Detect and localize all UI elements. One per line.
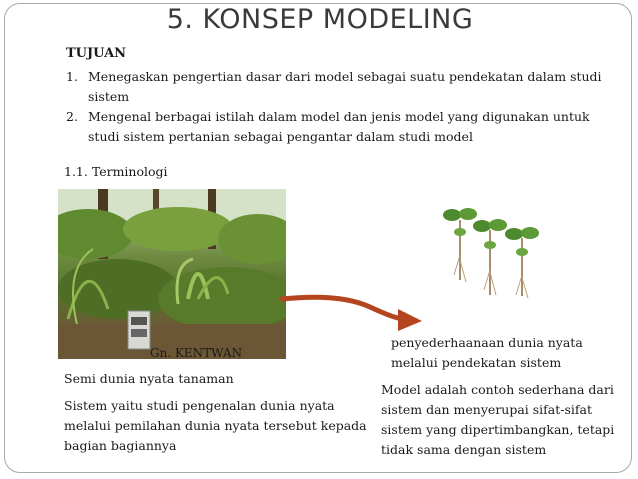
- arrow-icon: [280, 285, 430, 335]
- objective-number: 1.: [66, 69, 78, 84]
- semi-real-world-caption: Semi dunia nyata tanaman: [64, 371, 234, 386]
- objectives-heading: TUJUAN: [66, 46, 127, 61]
- slide-title: 5. KONSEP MODELING: [166, 4, 474, 35]
- objective-item: [66, 67, 606, 107]
- objective-number: 2.: [66, 109, 78, 124]
- simplification-caption: penyederhaanaan dunia nyata melalui pendekatan sistem: [391, 335, 583, 370]
- photo-caption: Gn. KENTWAN: [150, 346, 243, 360]
- field-plant-illustration: [58, 189, 286, 359]
- objective-text: Menegaskan pengertian dasar dari model sebagai suatu pendekatan dalam studi sistem: [88, 69, 602, 104]
- field-plant-photo: [58, 189, 286, 359]
- objective-text: Mengenal berbagai istilah dalam model dan jenis model yang digunakan untuk studi sistem pertanian sebagai pengantar dalam studi model: [88, 109, 590, 144]
- objectives-list: [66, 67, 606, 147]
- subheading-terminology: 1.1. Terminologi: [64, 164, 168, 179]
- system-definition: Sistem yaitu studi pengenalan dunia nyata melalui pemilahan dunia nyata tersebut kepada bagian bagiannya: [64, 398, 367, 453]
- objective-item: [66, 107, 606, 147]
- model-definition: Model adalah contoh sederhana dari sistem dan menyerupai sifat-sifat sistem yang dipertimbangkan, tetapi tidak sama dengan sistem: [381, 382, 615, 457]
- seedlings-illustration: [430, 200, 560, 300]
